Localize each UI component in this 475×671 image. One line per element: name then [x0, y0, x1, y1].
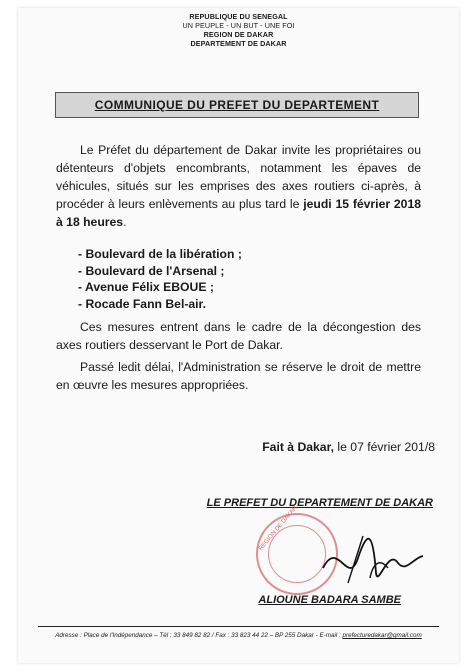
- footer-address: Adresse : Place de l'Indépendance – Tél : 33 849 82 82 / Fax : 33 823 44 22 – BP 255 Dakar - E-mail :: [55, 632, 343, 639]
- road-item: - Rocade Fann Bel-air.: [78, 296, 242, 313]
- road-item: - Boulevard de la libération ;: [78, 246, 242, 263]
- road-list: [78, 246, 242, 312]
- place-date: [262, 440, 435, 454]
- letterhead-country: REPUBLIQUE DU SENEGAL: [189, 12, 288, 21]
- paragraph-invitation-end: .: [123, 215, 127, 229]
- seal-text: REGION DE DAKAR: [258, 505, 299, 552]
- paragraph-invitation-text: Le Préfet du département de Dakar invite les propriétaires ou détenteurs d'objets encombrants, notamment les épaves de véhicules, situés sur les emprises des axes routiers ci-après, à procéder à leurs enlèvements au plus tard le: [56, 143, 421, 211]
- document-title-box: [55, 92, 419, 118]
- footer-contact: [18, 632, 459, 639]
- place-text: Fait à Dakar,: [262, 440, 335, 454]
- footer-email[interactable]: prefecturedakar@gmail.com: [342, 632, 422, 639]
- paragraph-context: Ces mesures entrent dans le cadre de la décongestion des axes routiers desservant le Port de Dakar.: [56, 320, 421, 352]
- signatory-title: LE PREFET DU DEPARTEMENT DE DAKAR: [206, 497, 433, 509]
- letterhead: [18, 12, 459, 48]
- footer-divider: [38, 626, 439, 627]
- paragraph-invitation: [56, 141, 421, 231]
- document-page: [18, 8, 459, 663]
- letterhead-department: DEPARTEMENT DE DAKAR: [190, 39, 287, 48]
- paragraph-warning: Passé ledit délai, l'Administration se réserve le droit de mettre en œuvre les mesures appropriées.: [56, 360, 421, 392]
- document-title: COMMUNIQUE DU PREFET DU DEPARTEMENT: [94, 98, 380, 112]
- road-item: - Avenue Félix EBOUE ;: [78, 279, 242, 296]
- letterhead-motto: UN PEUPLE - UN BUT - UNE FOI: [182, 21, 295, 30]
- road-item: - Boulevard de l'Arsenal ;: [78, 263, 242, 280]
- letterhead-region: REGION DE DAKAR: [203, 30, 274, 39]
- date-text: le 07 février 201/8: [334, 440, 435, 454]
- deadline-text: jeudi 15 février 2018 à 18 heures: [56, 197, 421, 229]
- signatory-name: ALIOUNE BADARA SAMBE: [258, 594, 401, 606]
- handwritten-signature: [318, 528, 428, 598]
